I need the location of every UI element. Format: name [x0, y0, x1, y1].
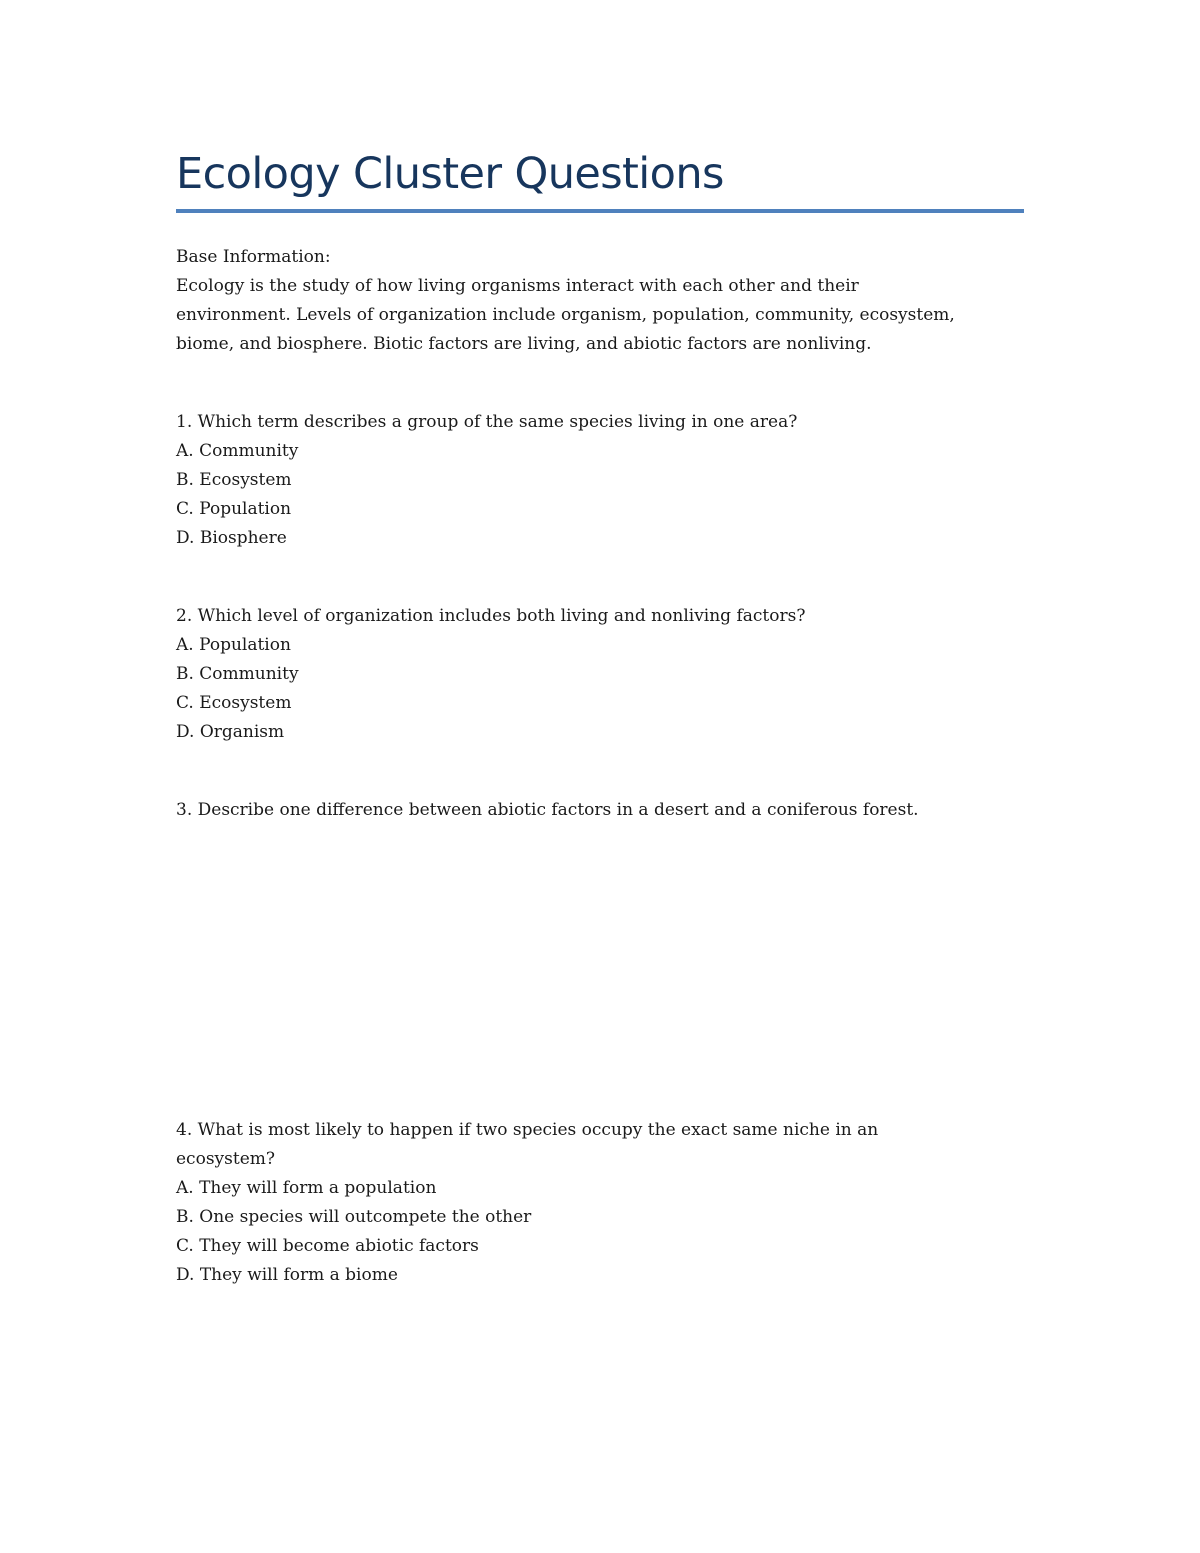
question-2-option-d: D. Organism [176, 722, 285, 742]
base-information-line-3: biome, and biosphere. Biotic factors are living, and abiotic factors are nonliving. [176, 334, 872, 354]
question-1 [176, 408, 1024, 553]
question-4-option-d: D. They will form a biome [176, 1265, 398, 1285]
question-2-option-a: A. Population [176, 635, 291, 655]
question-1-option-b: B. Ecosystem [176, 470, 292, 490]
question-4 [176, 1116, 1024, 1290]
base-information-label: Base Information: [176, 247, 331, 267]
base-information-section [176, 243, 1024, 359]
question-1-prompt: 1. Which term describes a group of the same species living in one area? [176, 412, 798, 432]
base-information-line-1: Ecology is the study of how living organisms interact with each other and their [176, 276, 859, 296]
document-title: Ecology Cluster Questions [176, 149, 724, 199]
question-3 [176, 796, 1024, 825]
question-4-option-a: A. They will form a population [176, 1178, 437, 1198]
question-4-prompt-line-1: 4. What is most likely to happen if two species occupy the exact same niche in an [176, 1120, 879, 1140]
base-information-line-2: environment. Levels of organization include organism, population, community, ecosystem, [176, 305, 955, 325]
title-underline [176, 209, 1024, 213]
question-2-prompt: 2. Which level of organization includes both living and nonliving factors? [176, 606, 806, 626]
question-4-option-c: C. They will become abiotic factors [176, 1236, 479, 1256]
question-2-option-c: C. Ecosystem [176, 693, 292, 713]
question-4-option-b: B. One species will outcompete the other [176, 1207, 532, 1227]
question-4-prompt-line-2: ecosystem? [176, 1149, 275, 1169]
question-2 [176, 602, 1024, 747]
question-1-option-a: A. Community [176, 441, 299, 461]
question-1-option-d: D. Biosphere [176, 528, 287, 548]
question-2-option-b: B. Community [176, 664, 299, 684]
question-1-option-c: C. Population [176, 499, 292, 519]
question-3-prompt: 3. Describe one difference between abiotic factors in a desert and a coniferous forest. [176, 800, 919, 820]
document-body [176, 243, 1024, 1290]
